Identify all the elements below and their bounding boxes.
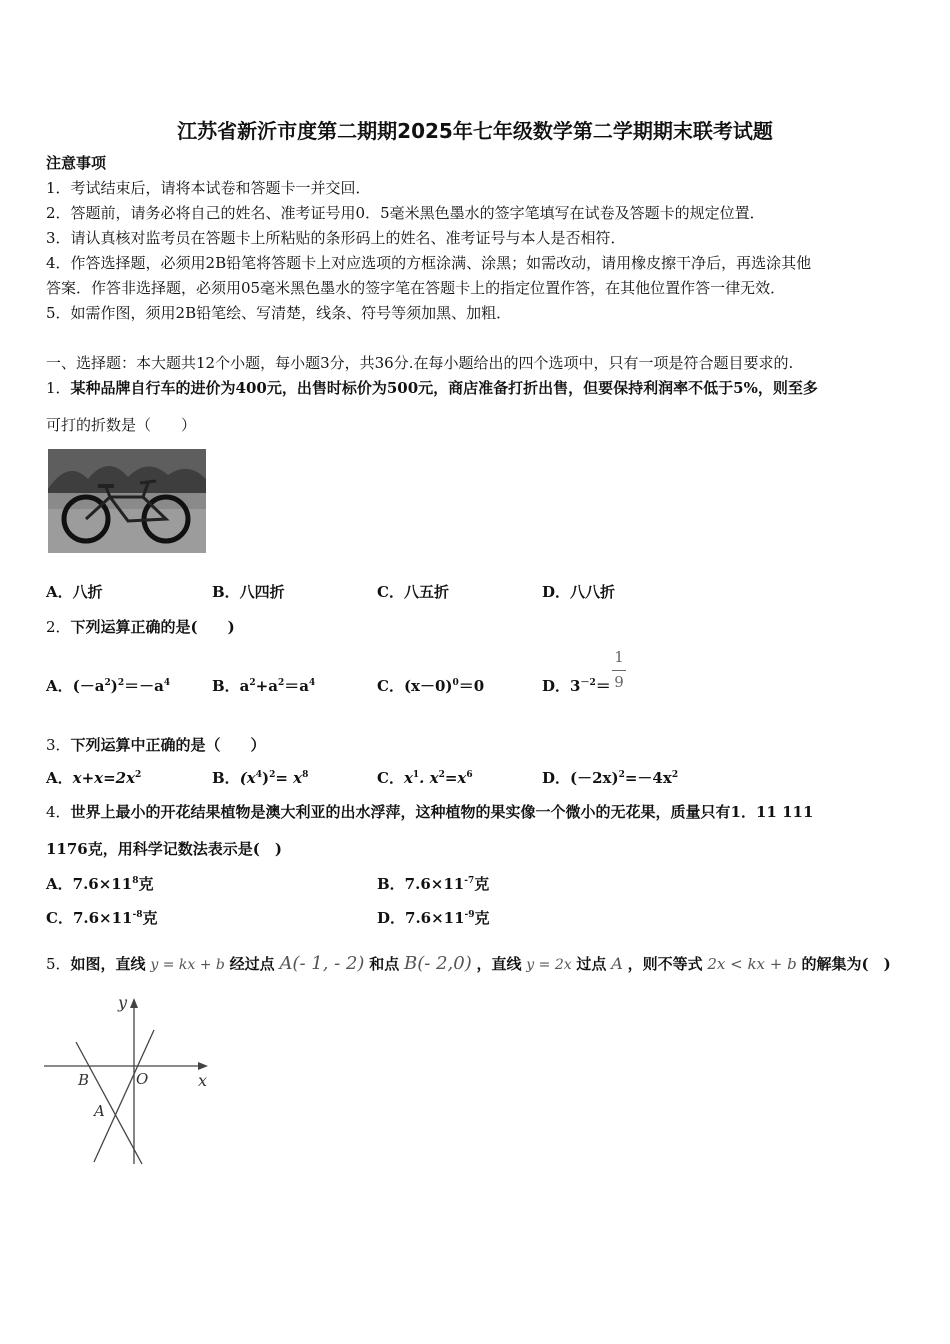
x-axis-arrow (198, 1062, 208, 1070)
notice-item: 1．考试结束后，请将本试卷和答题卡一并交回． (46, 179, 371, 197)
option-a: A．八折 (46, 583, 103, 601)
question-number: 4． (46, 803, 71, 821)
fraction-numerator: 1 (614, 648, 624, 666)
notice-item: 答案．作答非选择题，必须用05毫米黑色墨水的签字笔在答题卡上的指定位置作答，在其他位置作答一律无效． (46, 279, 786, 297)
option-c: C．$(x-0)^0=0$ (377, 677, 485, 695)
notice-item: 2．答题前，请务必将自己的姓名、准考证号用0．5毫米黑色墨水的签字笔填写在试卷及答题卡的规定位置． (46, 204, 765, 222)
math-expression: 2x < kx + b (707, 955, 797, 973)
math-expression: A(- 1, - 2) (279, 953, 365, 974)
question-text: 下列运算正确的是( ) (70, 618, 235, 636)
math-expression: y = kx + b (150, 957, 225, 973)
point-a-label: A (94, 1102, 105, 1120)
option-c: C．八五折 (377, 583, 449, 601)
question-number: 3． (46, 736, 71, 754)
math-expression: B(- 2,0) (404, 953, 472, 974)
question-number: 2． (46, 618, 71, 636)
question-1-stem-cont: 可打的折数是（ ） (46, 416, 197, 434)
option-d: D．八八折 (542, 583, 616, 601)
y-axis-label: y (118, 994, 128, 1012)
x-axis-label: x (198, 1071, 208, 1090)
option-b: B．八四折 (212, 583, 285, 601)
question-5-stem: 5．如图，直线 y = kx + b 经过点 A(- 1, - 2) 和点 B(- 2,0) ，直线 y = 2x 过点 A ，则不等式 2x < kx + b 的解集为( ) (46, 953, 891, 974)
page-title: 江苏省新沂市度第二期期2025年七年级数学第二学期期末联考试题 (177, 119, 773, 143)
option-c: C．$x^1$. $x^2=x^6$ (377, 769, 473, 787)
question-4-stem-cont: 1176克，用科学记数法表示是( ) (46, 840, 282, 858)
question-2-stem (46, 616, 235, 637)
coordinate-graph (44, 994, 214, 1166)
option-a: A．$7.6\times 11^8$克 (46, 875, 154, 893)
question-number: 1． (46, 379, 71, 397)
question-text: 世界上最小的开花结果植物是澳大利亚的出水浮萍，这种植物的果实像一个微小的无花果，质量只有1．11 111 (70, 803, 814, 821)
option-d: D．$(-2x)^2=-4x^2$ (542, 769, 679, 787)
option-d: D．$3^{-2}=$ (542, 677, 611, 695)
notice-heading: 注意事项 (46, 154, 107, 172)
line-kx-plus-b (76, 1042, 142, 1164)
notice-item: 3．请认真核对监考员在答题卡上所粘贴的条形码上的姓名、准考证号与本人是否相符． (46, 229, 626, 247)
math-expression: A (611, 954, 623, 973)
option-a: A．$(-a^2)^2=-a^4$ (46, 677, 171, 695)
question-4-stem (46, 801, 813, 822)
notice-item: 5．如需作图，须用2B铅笔绘、写清楚，线条、符号等须加黑、加粗． (46, 304, 512, 322)
question-1-stem (46, 377, 818, 398)
origin-label: O (136, 1070, 149, 1088)
section-heading: 一、选择题：本大题共12个小题，每小题3分，共36分.在每小题给出的四个选项中，只有一项是符合题目要求的. (46, 354, 794, 372)
math-expression: y = 2x (526, 957, 572, 973)
option-a: A．$x+x=2x^2$ (46, 769, 142, 787)
line-2x (94, 1030, 154, 1162)
fraction-denominator: 9 (614, 673, 624, 691)
question-text: 某种品牌自行车的进价为400元，出售时标价为500元，商店准备打折出售，但要保持利润率不低于5%，则至多 (70, 379, 818, 397)
y-axis-arrow (130, 998, 138, 1008)
option-b: B．$a^2+a^2=a^4$ (212, 677, 316, 695)
question-3-stem (46, 734, 266, 755)
question-text: 下列运算中正确的是（ ） (70, 736, 266, 754)
question-number: 5． (46, 955, 71, 973)
option-d: D．$7.6\times 11^{-9}$克 (377, 909, 490, 927)
option-b: B．$7.6\times 11^{-7}$克 (377, 875, 490, 893)
point-b-label: B (78, 1071, 90, 1089)
option-c: C．$7.6\times 11^{-8}$克 (46, 909, 158, 927)
option-b: B．$(x^4)^2= x^8$ (212, 769, 309, 787)
notice-item: 4．作答选择题，必须用2B铅笔将答题卡上对应选项的方框涂满、涂黑；如需改动，请用橡皮擦干净后，再选涂其他 (46, 254, 812, 272)
fraction-bar (612, 670, 626, 671)
bicycle-photo (48, 449, 206, 553)
